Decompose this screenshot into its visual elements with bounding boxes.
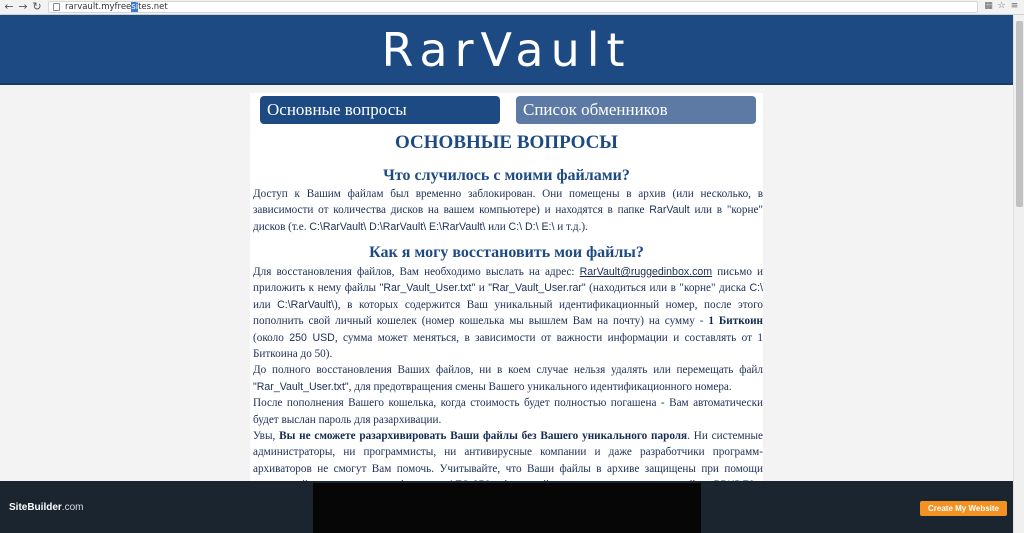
menu-icon[interactable]: ≡ <box>1010 1 1019 11</box>
page-title: ОСНОВНЫЕ ВОПРОСЫ <box>395 132 618 153</box>
section-how-to-restore-text <box>253 264 763 510</box>
create-website-button[interactable]: Create My Website <box>920 501 1007 516</box>
translate-icon[interactable]: ▦ <box>984 1 993 11</box>
section-title-what-happened: Что случилось с моими файлами? <box>383 167 630 184</box>
email-link[interactable]: RarVault@ruggedinbox.com <box>579 266 713 278</box>
restore-paragraph-4: Увы, Вы не сможете разархивировать Ваши файлы без Вашего уникального пароля. Ни системные администраторы, ни программисты, ни антивирусные компании и даже разработчики программ-архиваторов не смогут Вам помочь. Учитывайте, что Ваши файлы в архиве защищены при помощи <box>253 430 763 475</box>
scrollbar-thumb[interactable] <box>1016 21 1023 207</box>
site-title: RarVault <box>381 23 632 77</box>
back-arrow-icon[interactable]: ← <box>4 0 14 13</box>
url-selection: si <box>131 2 139 12</box>
restore-paragraph-1: Для восстановления файлов, Вам необходимо выслать на адрес: RarVault@ruggedinbox.com письмо и приложить к нему файлы "Rar_Vault_User.txt" и "Rar_Vault_User.rar" (находиться или в "корне" диска C:\ или C:\RarVault\), в которых содержится Ваш уникальный идентификационный номер, после этого пополнить свой личный кошелек (номер кошелька мы вышлем Вам на почту) на сумму - 1 Биткоин (около 250 USD, сумма может меняться, в зависимости от важности информации и составлять от 1 Биткоина до 50). <box>253 266 763 361</box>
tab-main-questions[interactable]: Основные вопросы <box>260 96 500 124</box>
section-title-how-to-restore: Как я могу восстановить мои файлы? <box>369 244 644 261</box>
site-header <box>0 15 1013 85</box>
bookmark-star-icon[interactable]: ☆ <box>997 1 1006 11</box>
forward-arrow-icon[interactable]: → <box>18 0 28 13</box>
tab-exchangers-list[interactable]: Список обменников <box>516 96 756 124</box>
sitebuilder-footer-bar <box>0 481 1013 533</box>
content-panel <box>250 93 763 493</box>
page-icon <box>53 3 60 11</box>
vertical-scrollbar[interactable] <box>1013 15 1024 533</box>
address-bar[interactable] <box>48 1 978 13</box>
reload-icon[interactable]: ↻ <box>32 0 42 13</box>
section-what-happened-text: Доступ к Вашим файлам был временно заблокирован. Они помещены в архив (или несколько, в зависимости от количества дисков на вашем компьютере) и находятся в папке RarVault или в "корне" дисков (т.е. C:\RarVault\ D:\RarVault\ E:\RarVault\ или C:\ D:\ E:\ и т.д.). <box>253 188 763 233</box>
ad-banner[interactable] <box>313 483 701 533</box>
restore-paragraph-3: После пополнения Вашего кошелька, когда стоимость будет полностью погашена - Вам автоматически будет выслан пароль для разархивации. <box>253 397 763 426</box>
restore-paragraph-2: До полного восстановления Ваших файлов, ни в коем случае нельзя удалять или перемещать файл "Rar_Vault_User.txt", для предотвращения смены Вашего уникального идентификационного номера. <box>253 364 763 393</box>
browser-toolbar <box>0 0 1024 15</box>
sitebuilder-logo[interactable]: SiteBuilder.com <box>9 502 84 513</box>
url-text: rarvault.myfreesites.net <box>65 2 168 12</box>
